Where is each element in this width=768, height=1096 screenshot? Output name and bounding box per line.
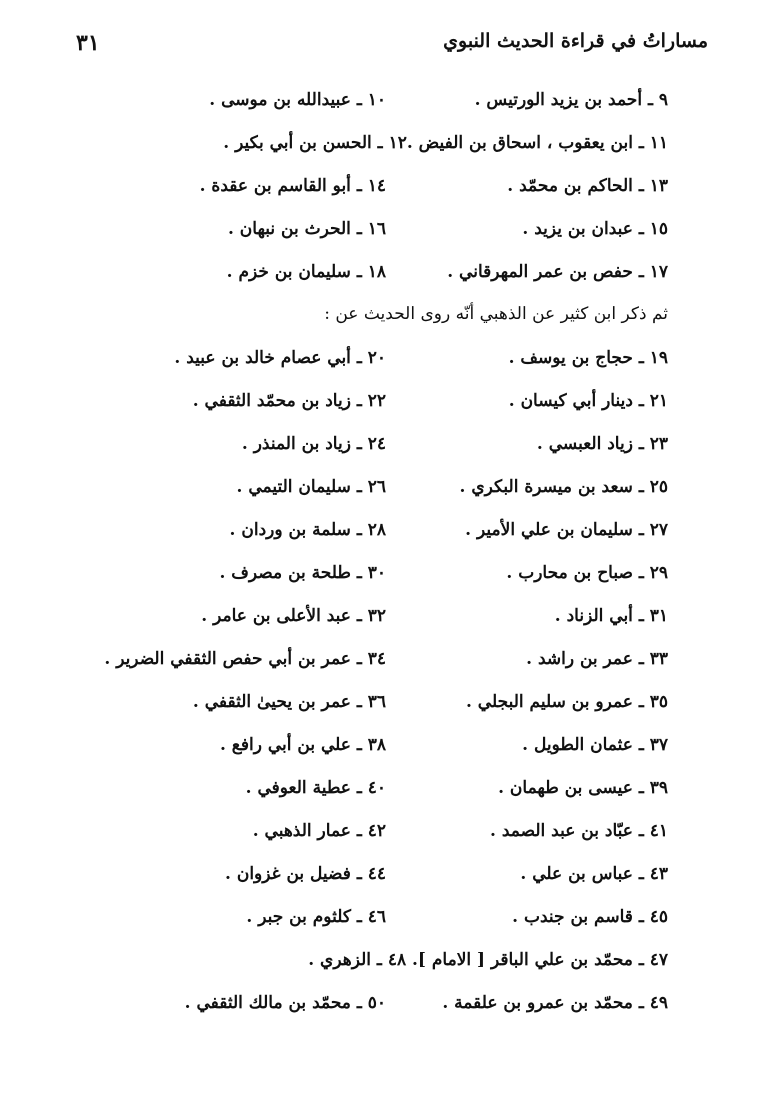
list-row (60, 219, 668, 259)
list-item: ٢٧ ـ سليمان بن علي الأمير . (465, 520, 668, 540)
list-item: ٢٤ ـ زياد بن المنذر . (241, 434, 386, 454)
list-item: ٤٥ ـ قاسم بن جندب . (512, 907, 668, 927)
list-row (60, 821, 668, 861)
intro-note (60, 304, 668, 344)
list-item: ٤٤ ـ فضيل بن غزوان . (225, 864, 386, 884)
list-item: ٢٦ ـ سليمان التيمي . (236, 477, 386, 497)
list-item: ٢١ ـ دينار أبي كيسان . (508, 391, 668, 411)
list-item: ٤٦ ـ كلثوم بن جبر . (246, 907, 386, 927)
list-row (60, 649, 668, 689)
list-item: ٣٩ ـ عيسى بن طهمان . (498, 778, 668, 798)
list-item: ٤١ ـ عبّاد بن عبد الصمد . (490, 821, 668, 841)
list-item: ٢٣ ـ زياد العبسي . (536, 434, 668, 454)
list-item: ١٤ ـ أبو القاسم بن عقدة . (199, 176, 386, 196)
list-item: ١٦ ـ الحرث بن نبهان . (227, 219, 386, 239)
list-item: ٣١ ـ أبي الزناد . (554, 606, 668, 626)
list-row (60, 262, 668, 302)
list-item: ١٧ ـ حفص بن عمر المهرقاني . (447, 262, 668, 282)
running-title: مساراتُ في قراءة الحديث النبوي (443, 30, 708, 52)
list-row (60, 391, 668, 431)
list-item: ٤٧ ـ محمّد بن علي الباقر [ الامام ]. ٤٨ ـ الزهري . (308, 950, 668, 970)
list-row (60, 735, 668, 775)
list-row (60, 520, 668, 560)
list-item: ١٨ ـ سليمان بن خزم . (226, 262, 386, 282)
list-row (60, 606, 668, 646)
list-item: ٣٨ ـ علي بن أبي رافع . (219, 735, 386, 755)
page-header (60, 30, 708, 66)
list-item: ٣٠ ـ طلحة بن مصرف . (219, 563, 386, 583)
list-item: ٤٠ ـ عطية العوفي . (245, 778, 386, 798)
list-item: ٥٠ ـ محمّد بن مالك الثقفي . (184, 993, 386, 1013)
list-item: ٩ ـ أحمد بن يزيد الورتيس . (474, 90, 668, 110)
list-row (60, 348, 668, 388)
list-row (60, 563, 668, 603)
list-item: ٣٤ ـ عمر بن أبي حفص الثقفي الضرير . (104, 649, 386, 669)
list-row (60, 434, 668, 474)
list-item: ٣٧ ـ عثمان الطويل . (522, 735, 668, 755)
list-row (60, 993, 668, 1033)
list-item: ٣٣ ـ عمر بن راشد . (526, 649, 668, 669)
list-item: ٢٨ ـ سلمة بن وردان . (229, 520, 386, 540)
list-item: ٣٥ ـ عمرو بن سليم البجلي . (465, 692, 668, 712)
list-item: ١٣ ـ الحاكم بن محمّد . (507, 176, 668, 196)
list-item: ٣٦ ـ عمر بن يحيىٰ الثقفي . (192, 692, 386, 712)
list-row (60, 477, 668, 517)
list-item: ٤٢ ـ عمار الذهبي . (252, 821, 386, 841)
list-row (60, 133, 668, 173)
list-row (60, 907, 668, 947)
list-item: ٣٢ ـ عبد الأعلى بن عامر . (201, 606, 386, 626)
list-item: ١٩ ـ حجاج بن يوسف . (508, 348, 668, 368)
intro-note-text: ثم ذكر ابن كثير عن الذهبي أنّه روى الحديث عن : (324, 304, 668, 324)
list-row (60, 864, 668, 904)
list-item: ٢٠ ـ أبي عصام خالد بن عبيد . (174, 348, 386, 368)
list-item: ٤٣ ـ عباس بن علي . (520, 864, 668, 884)
page-number: ٣١ (76, 30, 100, 56)
list-item: ١١ ـ ابن يعقوب ، اسحاق بن الفيض .١٢ ـ الحسن بن أبي بكير . (223, 133, 668, 153)
list-item: ٢٩ ـ صباح بن محارب . (506, 563, 668, 583)
list-item: ١٠ ـ عبيدالله بن موسى . (209, 90, 386, 110)
list-row (60, 950, 668, 990)
list-row (60, 692, 668, 732)
list-row (60, 778, 668, 818)
list-item: ٢٥ ـ سعد بن ميسرة البكري . (459, 477, 668, 497)
list-item: ٤٩ ـ محمّد بن عمرو بن علقمة . (442, 993, 668, 1013)
list-row (60, 90, 668, 130)
list-item: ١٥ ـ عبدان بن يزيد . (522, 219, 668, 239)
list-item: ٢٢ ـ زياد بن محمّد الثقفي . (192, 391, 386, 411)
list-row (60, 176, 668, 216)
